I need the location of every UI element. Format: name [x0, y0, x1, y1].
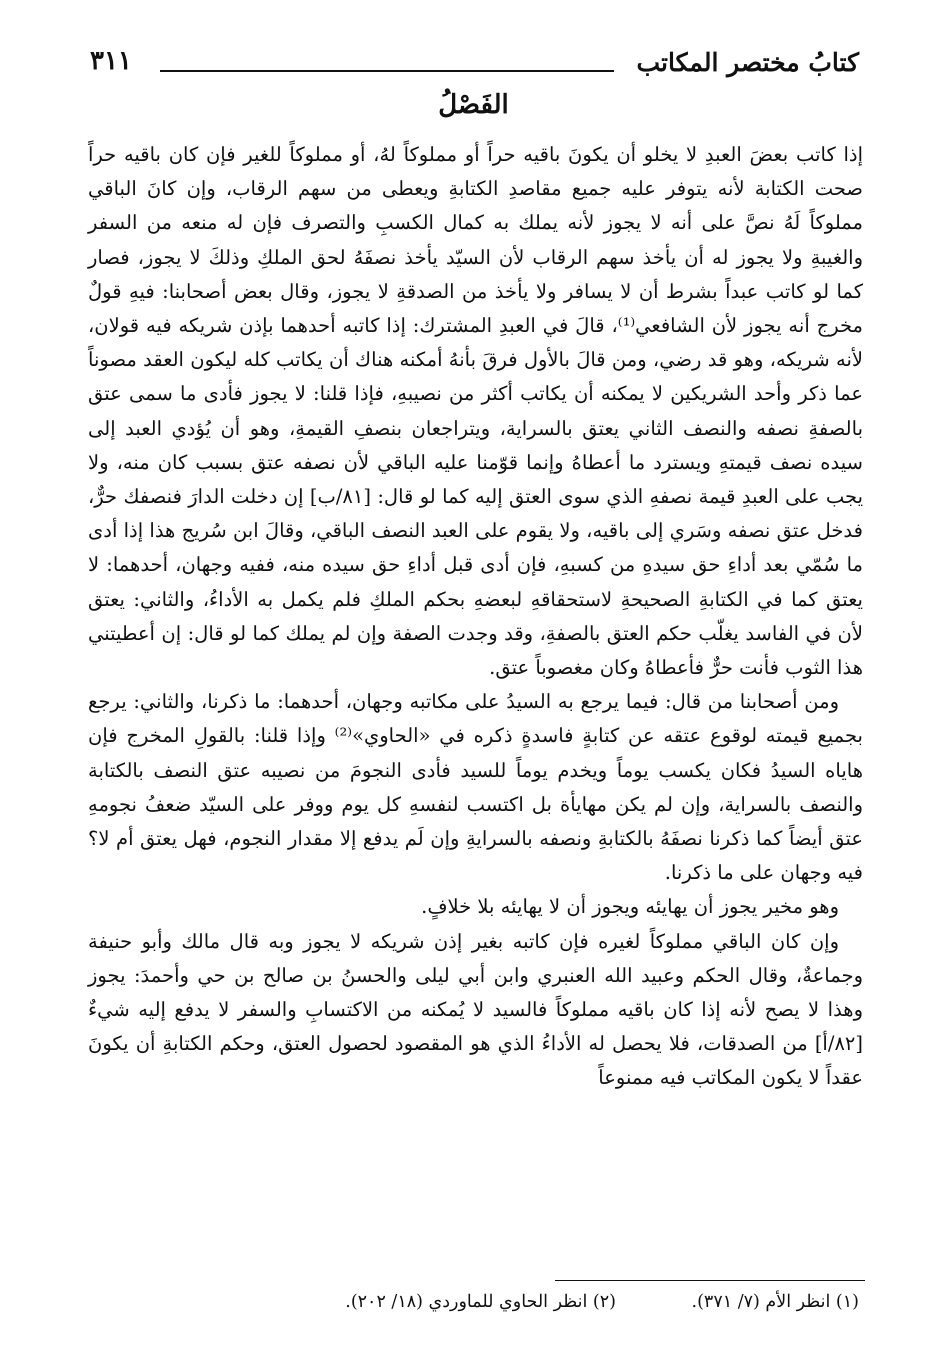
paragraph-4: وإن كان الباقي مملوكاً لغيره فإن كاتبه بغير إذن شريكه لا يجوز وبه قال مالك وأبو حنيفة وجماعةٌ، وقال الحكم وعبيد الله العنبري وابن أبي ليلى والحسنُ بن صالح بن حي وأحمدَ: يجوز وهذا لا يصح لأنه إذا كان باقيه مملوكاً فالسيد لا يُمكنه من الاكتسابِ والسفر لا يدفع إليه شيءٌ [٨٢/أ] من الصدقات، فلا يحصل له الأداءُ الذي هو المقصود لحصول العتق، وحكم الكتابةِ أن يكونَ عقداً لا يكون المكاتب فيه ممنوعاً — [88, 929, 863, 1090]
footnote-2: (٢) انظر الحاوي للماوردي (١٨/ ٢٠٢). — [345, 1292, 616, 1312]
footnotes — [150, 1292, 859, 1312]
book-title: كتابُ مختصر المكاتب — [636, 48, 859, 77]
section-title: الفَصْلُ — [438, 90, 509, 120]
paragraph-1: إذا كاتب بعضَ العبدِ لا يخلو أن يكونَ باقيه حراً أو مملوكاً لهُ، أو مملوكاً للغير فإن كان باقيه حراً صحت الكتابة لأنه يتوفر عليه جميع مقاصدِ الكتابةِ ويعطى من سهم الرقاب، وإن كانَ الباقي مملوكاً لَهُ نصَّ على أنه لا يجوز لأنه يملك به كمال الكسبِ والتصرف فإن له منعه من السفر والغيبةِ ولا يجوز له أن يأخذ سهم الرقاب لأن السيّد يأخذ نصفَهُ لحق الملكِ وذلكَ لا يجوز، فصار كما لو كاتب عبداً بشرط أن لا يسافر ولا يأخذ من الصدقةِ لا يجوز، وقال بعض أصحابنا: فيهِ قولٌ مخرج أنه يجوز لأن الشافعي⁽¹⁾، قالَ في العبدِ المشترك: إذا كاتبه أحدهما بإذن شريكه فيه قولان، لأنه شريكه، وهو قد رضي، ومن قالَ بالأول فرقَ بأنهُ أمكنه هناك أن يكاتب كله ليكون العقد مصوناً عما ذكر وأحد الشريكين لا يمكنه أن يكاتب أكثر من نصيبهِ، فإذا قلنا: لا يجوز فأدى ما سمى عتق بالصفةِ نصفه والنصف الثاني يعتق بالسراية، ويتراجعان بنصفِ القيمةِ، وهو أن يُؤدي العبد إلى سيده نصف قيمتهِ ويسترد ما أعطاهُ وإنما قوّمنا عليه الباقي لأن نصفه عتق بسبب كان منه، ولا يجب على العبدِ قيمة نصفهِ الذي سوى العتق إليه كما لو قال: [٨١/ب] إن دخلت الدارَ فنصفك حرٌّ، فدخل عتق نصفه وسَري إلى باقيه، ولا يقوم على العبد النصف الباقي، وقالَ ابن سُريج هذا إذا أدى ما سُمّي بعد أداءِ حق سيدهِ من كسبهِ، فإن أدى قبل أداءِ حق سيده منه، ففيه وجهان، أحدهما: لا يعتق كما في الكتابةِ الصحيحةِ لاستحقاقهِ لبعضهِ بحكم الملكِ فلم يكمل به الأداءُ، والثاني: يعتق لأن في الفاسد يغلّب حكم العتق بالصفةِ، وقد وجدت الصفة وإن لم يملك كما لو قال: إن أعطيتني هذا الثوب فأنت حرٌّ فأعطاهُ وكان مغصوباً عتق. — [88, 143, 863, 680]
running-header — [90, 42, 859, 82]
footnote-rule — [555, 1280, 865, 1281]
paragraph-3: وهو مخير يجوز أن يهايئه ويجوز أن لا يهايئه بلا خلافٍ. — [421, 895, 839, 919]
paragraph-2: ومن أصحابنا من قال: فيما يرجع به السيدُ على مكاتبه وجهان، أحدهما: ما ذكرنا، والثاني: يرجع بجميع قيمته لوقوع عتقه عن كتابةٍ فاسدةٍ ذكره في «الحاوي»⁽²⁾ وإذا قلنا: بالقولِ المخرج فإن هاياه السيدُ فكان يكسب يوماً ويخدم يوماً للسيد فأدى النجومَ من نصيبه عتق النصف بالكتابة والنصف بالسراية، وإن لم يكن مهايأة بل اكتسب لنفسهِ كل يوم ووفر على السيّد ضعفُ نجومهِ عتق أيضاً كما ذكرنا نصفَهُ بالكتابةِ ونصفه بالسرايةِ وإن لَم يدفع إلا مقدار النجوم، فهل يعتق أم لا؟ فيه وجهان على ما ذكرنا. — [88, 690, 863, 885]
footnote-1: (١) انظر الأم (٧/ ٣٧١). — [691, 1292, 859, 1312]
body-text — [88, 138, 863, 1096]
header-rule — [160, 70, 614, 72]
page-number: ٣١١ — [90, 46, 132, 76]
